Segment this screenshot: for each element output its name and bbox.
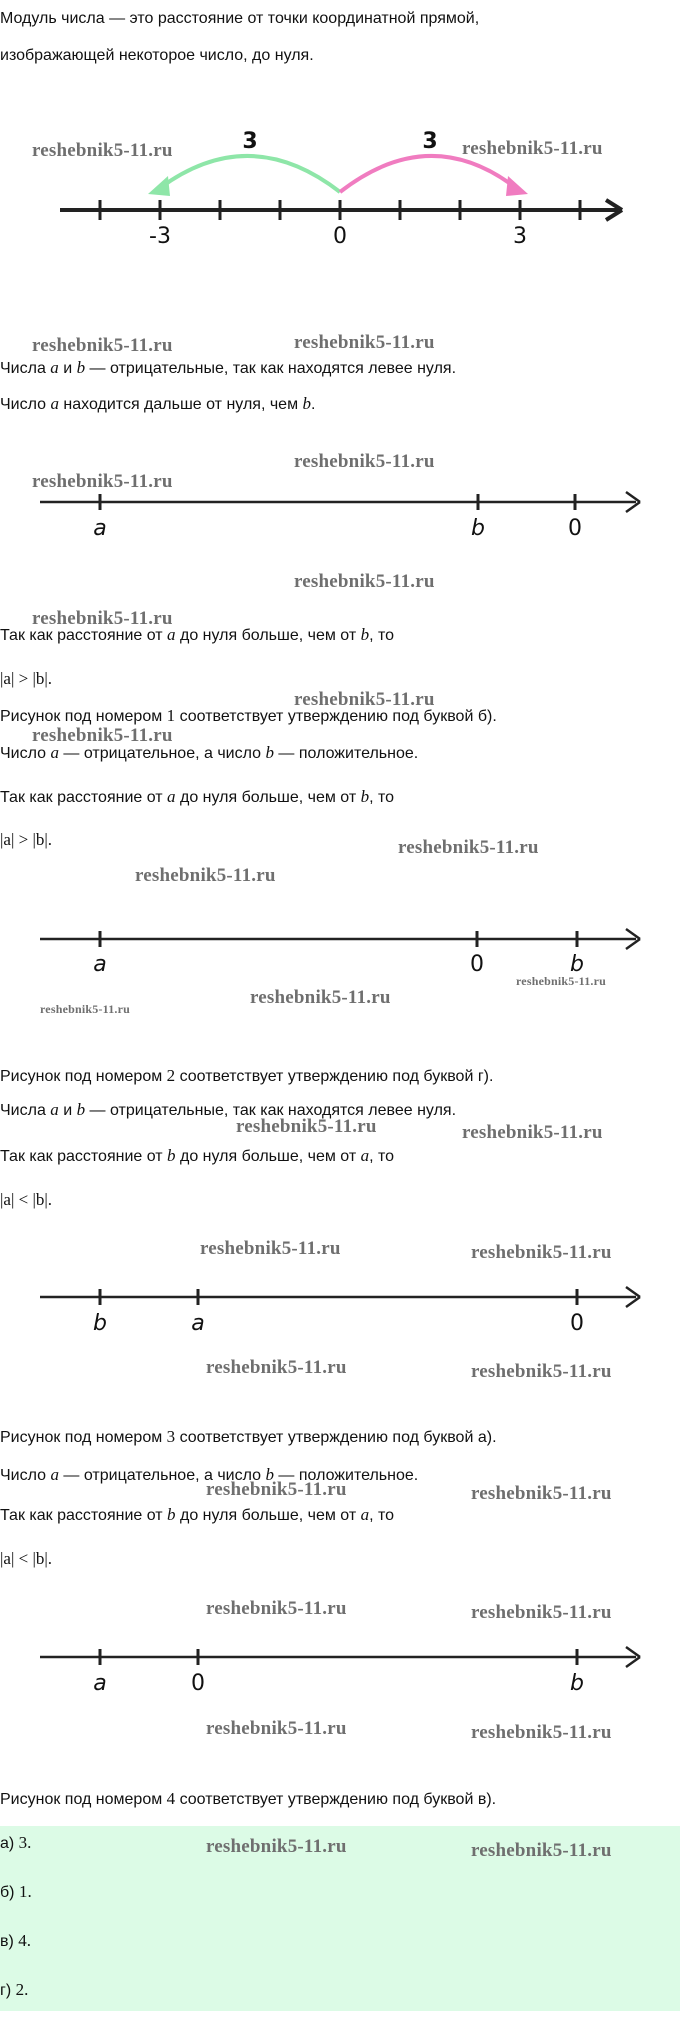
s1-inequality: |a| > |b|. <box>0 669 52 688</box>
watermark: reshebnik5-11.ru <box>206 1718 347 1739</box>
s2-line-2: Так как расстояние от a до нуля больше, чем от b, то <box>0 787 395 806</box>
left-arrowhead <box>148 176 170 196</box>
right-arc-arrow <box>340 156 516 192</box>
s4-conclusion: Рисунок под номером 4 соответствует утверждению под буквой в). <box>0 1789 497 1808</box>
left-arrow-label: 3 <box>242 129 258 154</box>
answer-item: в) 4. <box>0 1931 32 1950</box>
s2-line-1: Число a — отрицательное, а число b — положительное. <box>0 743 419 762</box>
s3-inequality: |a| < |b|. <box>0 1190 52 1209</box>
zero-label: 0 <box>191 1671 205 1696</box>
zero-label: 0 <box>470 952 484 977</box>
answer-item: б) 1. <box>0 1882 32 1901</box>
watermark: reshebnik5-11.ru <box>32 725 173 746</box>
intro-line-1: Модуль числа — это расстояние от точки координатной прямой, <box>0 10 480 27</box>
s3-line-2: Так как расстояние от b до нуля больше, чем от a, то <box>0 1146 395 1165</box>
point-b-label: b <box>93 1311 107 1336</box>
watermark: reshebnik5-11.ru <box>294 451 435 472</box>
watermark: reshebnik5-11.ru <box>516 974 606 988</box>
s4-line-1: Число a — отрицательное, а число b — положительное. <box>0 1465 419 1484</box>
tick-label-zero: 0 <box>333 224 347 249</box>
watermark: reshebnik5-11.ru <box>462 1122 603 1143</box>
watermark: reshebnik5-11.ru <box>471 1722 612 1743</box>
watermark: reshebnik5-11.ru <box>294 332 435 353</box>
watermark: reshebnik5-11.ru <box>471 1242 612 1263</box>
s1-conclusion: Рисунок под номером 1 соответствует утверждению под буквой б). <box>0 706 497 725</box>
point-a-label: a <box>93 516 107 541</box>
left-arc-arrow <box>160 156 340 192</box>
point-a-label: a <box>191 1311 205 1336</box>
s4-inequality: |a| < |b|. <box>0 1549 52 1568</box>
number-line-4 <box>0 1640 680 1700</box>
watermark: reshebnik5-11.ru <box>32 471 173 492</box>
watermark: reshebnik5-11.ru <box>40 1002 130 1016</box>
s1-line-3: Так как расстояние от a до нуля больше, чем от b, то <box>0 625 395 644</box>
watermark: reshebnik5-11.ru <box>206 1836 347 1857</box>
tick-label-minus-3: -3 <box>149 224 171 249</box>
answer-item: а) 3. <box>0 1833 32 1852</box>
s2-conclusion: Рисунок под номером 2 соответствует утверждению под буквой г). <box>0 1066 494 1085</box>
number-line-2 <box>0 920 680 980</box>
watermark: reshebnik5-11.ru <box>206 1357 347 1378</box>
point-b-label: b <box>570 1671 584 1696</box>
right-arrowhead <box>506 176 528 196</box>
point-b-label: b <box>471 516 485 541</box>
watermark: reshebnik5-11.ru <box>471 1840 612 1861</box>
point-a-label: a <box>93 1671 107 1696</box>
s3-conclusion: Рисунок под номером 3 соответствует утверждению под буквой а). <box>0 1427 497 1446</box>
answers-panel <box>0 1826 680 2011</box>
watermark: reshebnik5-11.ru <box>471 1602 612 1623</box>
watermark: reshebnik5-11.ru <box>462 138 603 159</box>
number-line-1 <box>0 485 680 545</box>
s1-line-2: Число a находится дальше от нуля, чем b. <box>0 394 316 413</box>
watermark: reshebnik5-11.ru <box>250 987 391 1008</box>
s1-line-1: Числа a и b — отрицательные, так как находятся левее нуля. <box>0 358 457 377</box>
watermark: reshebnik5-11.ru <box>294 571 435 592</box>
watermark: reshebnik5-11.ru <box>135 865 276 886</box>
watermark: reshebnik5-11.ru <box>236 1116 377 1137</box>
watermark: reshebnik5-11.ru <box>471 1483 612 1504</box>
point-b-label: b <box>570 952 584 977</box>
answer-item: г) 2. <box>0 1980 29 1999</box>
number-line-3 <box>0 1280 680 1340</box>
watermark: reshebnik5-11.ru <box>32 335 173 356</box>
watermark: reshebnik5-11.ru <box>32 608 173 629</box>
intro-line-2: изображающей некоторое число, до нуля. <box>0 47 314 64</box>
point-a-label: a <box>93 952 107 977</box>
tick-label-3: 3 <box>513 224 527 249</box>
watermark: reshebnik5-11.ru <box>200 1238 341 1259</box>
zero-label: 0 <box>568 516 582 541</box>
watermark: reshebnik5-11.ru <box>206 1479 347 1500</box>
watermark: reshebnik5-11.ru <box>206 1598 347 1619</box>
right-arrow-label: 3 <box>422 129 438 154</box>
watermark: reshebnik5-11.ru <box>32 140 173 161</box>
modulus-number-line <box>0 110 680 260</box>
zero-label: 0 <box>570 1311 584 1336</box>
watermark: reshebnik5-11.ru <box>398 837 539 858</box>
s3-line-1: Числа a и b — отрицательные, так как находятся левее нуля. <box>0 1100 457 1119</box>
s2-inequality: |a| > |b|. <box>0 830 52 849</box>
watermark: reshebnik5-11.ru <box>294 689 435 710</box>
watermark: reshebnik5-11.ru <box>471 1361 612 1382</box>
s4-line-2: Так как расстояние от b до нуля больше, чем от a, то <box>0 1505 395 1524</box>
